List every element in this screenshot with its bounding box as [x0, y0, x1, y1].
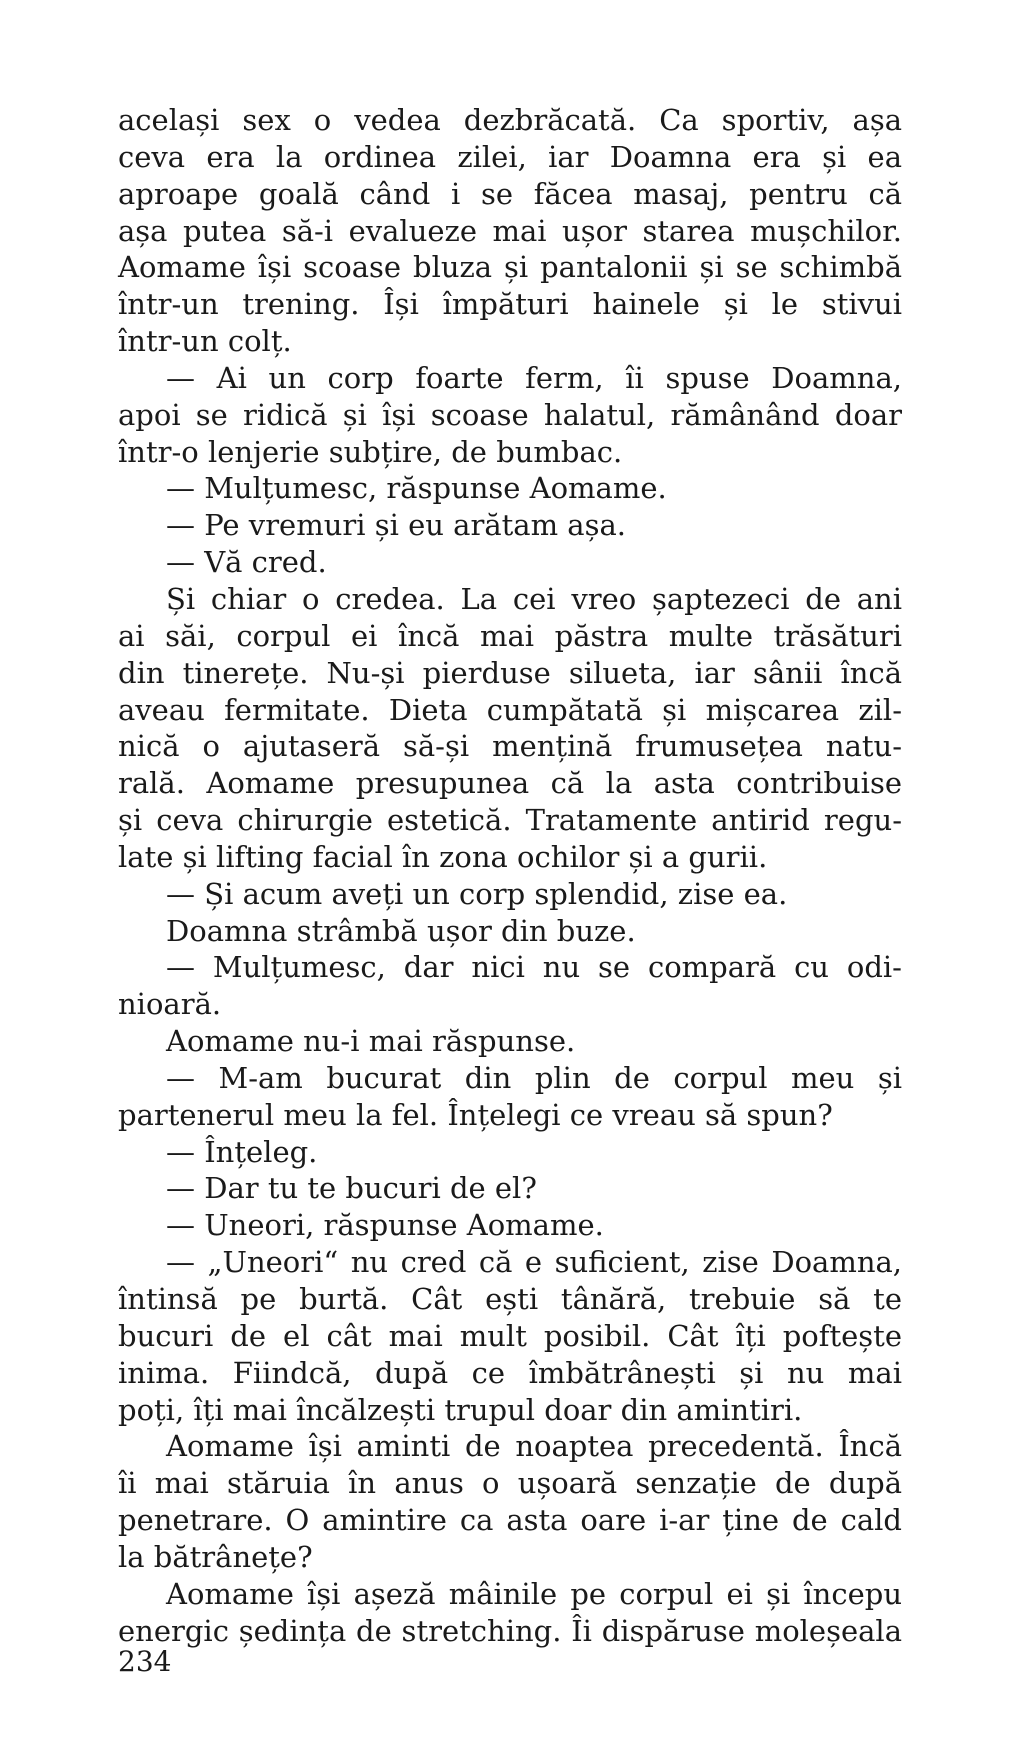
text-line: — Mulțumesc, dar nici nu se compară cu odi-: [166, 950, 902, 985]
text-line: — Dar tu te bucuri de el?: [166, 1171, 537, 1206]
text-line: aveau fermitate. Dieta cumpătată și mișcarea zil-: [118, 692, 902, 727]
text-line: Aomame își scoase bluza și pantalonii și se schimbă: [118, 250, 902, 285]
text-line: partenerul meu la fel. Înțelegi ce vreau să spun?: [118, 1097, 833, 1132]
text-line: — Mulțumesc, răspunse Aomame.: [166, 471, 667, 506]
text-line: nioară.: [118, 987, 222, 1022]
text-line: Doamna strâmbă ușor din buze.: [166, 913, 636, 948]
text-line: — Uneori, răspunse Aomame.: [166, 1208, 604, 1243]
page-number: 234: [118, 1645, 172, 1678]
text-line: din tinerețe. Nu-și pierduse silueta, iar sânii încă: [118, 655, 902, 690]
body-text: [118, 102, 902, 1649]
text-line: Și chiar o credea. La cei vreo șaptezeci de ani: [166, 581, 902, 616]
text-line: poți, îți mai încălzești trupul doar din amintiri.: [118, 1392, 803, 1427]
text-line: întinsă pe burtă. Cât ești tânără, trebuie să te: [118, 1282, 902, 1316]
text-line: — „Uneori“ nu cred că e suficient, zise Doamna,: [166, 1245, 902, 1280]
text-line: Aomame își aminti de noaptea precedentă. Încă: [166, 1429, 902, 1464]
text-line: și ceva chirurgie estetică. Tratamente antirid regu-: [118, 803, 902, 838]
text-line: penetrare. O amintire ca asta oare i-ar ține de cald: [118, 1503, 902, 1538]
text-line: același sex o vedea dezbrăcată. Ca sportiv, așa: [118, 103, 902, 137]
text-line: într-un trening. Își împături hainele și le stivui: [118, 287, 902, 322]
text-line: îi mai stăruia în anus o ușoară senzație de după: [118, 1466, 902, 1501]
text-line: — Și acum aveți un corp splendid, zise ea.: [166, 876, 788, 911]
text-line: așa putea să-i evalueze mai ușor starea mușchilor.: [118, 213, 902, 248]
text-line: — Pe vremuri și eu arătam așa.: [166, 508, 626, 543]
text-line: — Înțeleg.: [166, 1134, 318, 1169]
text-line: inima. Fiindcă, după ce îmbătrânești și nu mai: [118, 1355, 902, 1390]
text-line: apoi se ridică și își scoase halatul, rămânând doar: [118, 397, 902, 432]
text-line: energic ședința de stretching. Îi dispăruse moleșeala: [118, 1613, 902, 1648]
text-line: aproape goală când i se făcea masaj, pentru că: [118, 176, 902, 211]
text-line: late și lifting facial în zona ochilor și a gurii.: [118, 839, 768, 874]
text-line: — M-am bucurat din plin de corpul meu și: [166, 1060, 902, 1095]
text-line: nică o ajutaseră să-și mențină frumusețea natu-: [118, 729, 902, 764]
text-line: într-un colț.: [118, 324, 292, 359]
text-line: bucuri de el cât mai mult posibil. Cât îți poftește: [118, 1318, 902, 1353]
text-line: ai săi, corpul ei încă mai păstra multe trăsături: [118, 618, 902, 653]
text-line: rală. Aomame presupunea că la asta contribuise: [118, 766, 902, 801]
text-line: într-o lenjerie subțire, de bumbac.: [118, 434, 623, 469]
text-line: Aomame își așeză mâinile pe corpul ei și începu: [166, 1576, 902, 1611]
text-line: — Ai un corp foarte ferm, îi spuse Doamna,: [166, 360, 902, 395]
text-line: ceva era la ordinea zilei, iar Doamna era și ea: [118, 139, 902, 174]
text-line: Aomame nu-i mai răspunse.: [166, 1024, 576, 1059]
text-line: la bătrânețe?: [118, 1539, 313, 1574]
text-line: — Vă cred.: [166, 545, 327, 580]
